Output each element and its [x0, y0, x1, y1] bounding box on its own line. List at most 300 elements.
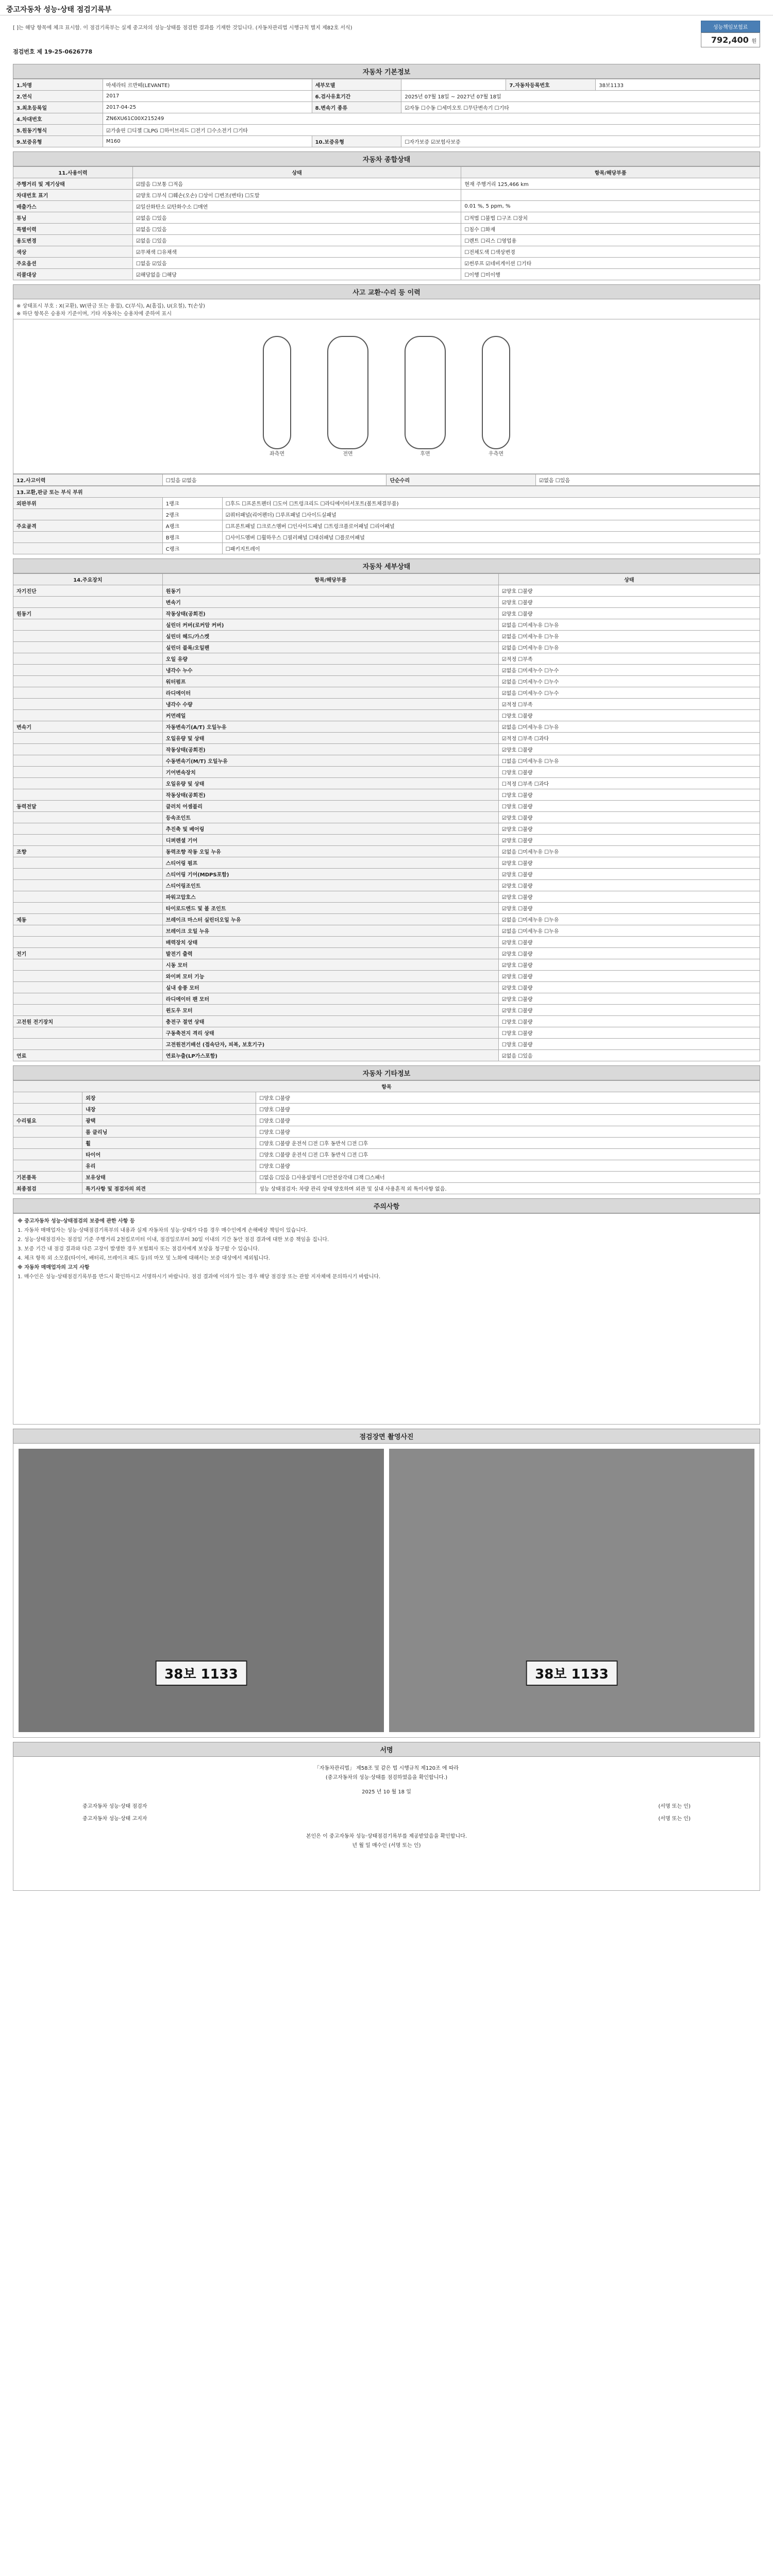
row-device — [13, 619, 163, 631]
row-part: 윈도우 모터 — [162, 1005, 498, 1016]
val: ☑가솔린 ☐디젤 ☐LPG ☐하이브리드 ☐전기 ☐수소전기 ☐기타 — [103, 125, 760, 136]
row-state: ☑양호 ☐부식 ☐훼손(오손) ☐상이 ☐변조(변타) ☐도말 — [132, 190, 461, 201]
row-part: 기어변속장치 — [162, 767, 498, 778]
row-device: 조향 — [13, 846, 163, 857]
row-part: 유리 — [82, 1160, 256, 1172]
rear-photo — [389, 1449, 754, 1732]
table-row — [13, 937, 760, 948]
table-row — [13, 1039, 760, 1050]
car-label: 전면 — [343, 451, 353, 457]
row-state: ☑양호 ☐불량 — [498, 880, 760, 891]
row-part: 보유상태 — [82, 1172, 256, 1183]
row-part: 충전구 절연 상태 — [162, 1016, 498, 1027]
row-note: ☐적법 ☐불법 ☐구조 ☐장치 — [461, 212, 760, 224]
row-state: ☑없음 ☐미세누유 ☐누유 — [498, 631, 760, 642]
row-state: ☑없음 ☐있음 — [132, 235, 461, 246]
row-state: ☑양호 ☐불량 — [498, 903, 760, 914]
row-device — [13, 767, 163, 778]
row-device — [13, 937, 163, 948]
row-state: ☑없음 ☐미세누유 ☐누유 — [498, 925, 760, 937]
col-head: 11.사용이력 — [13, 167, 133, 178]
para: 4. 체크 항목 외 소모품(타이어, 배터리, 브레이크 패드 등)의 마모 및 노화에 대해서는 보증 대상에서 제외됩니다. — [18, 1256, 270, 1261]
row-state: ☑없음 ☐미세누수 ☐누수 — [498, 665, 760, 676]
row-part: 스티어링 펌프 — [162, 857, 498, 869]
table-row — [13, 642, 760, 653]
table-row — [13, 925, 760, 937]
parts: ☐사이드멤버 ☐휠하우스 ☐필러패널 ☐대쉬패널 ☐플로어패널 — [222, 532, 760, 543]
table-row — [13, 914, 760, 925]
row-device — [13, 982, 163, 993]
row-part: 연료누출(LP가스포함) — [162, 1050, 498, 1061]
row-state: ☑적정 ☐부족 ☐과다 — [498, 733, 760, 744]
row-state: ☐양호 ☐불량 — [498, 1016, 760, 1027]
table-row — [13, 778, 760, 789]
row-part: 시동 모터 — [162, 959, 498, 971]
other-table — [13, 1080, 760, 1194]
fee-title: 성능책임보험료 — [701, 21, 760, 32]
row-state: ☑양호 ☐불량 — [498, 891, 760, 903]
lbl: 2.연식 — [13, 91, 103, 102]
section-disclaimer: 주의사항 — [13, 1198, 760, 1213]
table-row — [13, 1160, 760, 1172]
buyer-sign[interactable]: 년 월 일 매수인 (서명 또는 인) — [352, 1843, 421, 1849]
car-label: 후면 — [420, 451, 430, 457]
para: 3. 보증 기간 내 점검 결과와 다른 고장이 발생한 경우 보험회사 또는 점검자에게 보상을 청구할 수 있습니다. — [18, 1246, 260, 1252]
row-part: 브레이크 오일 누유 — [162, 925, 498, 937]
table-row — [13, 812, 760, 823]
row-state: ☑양호 ☐불량 — [498, 959, 760, 971]
row-item: 배출가스 — [13, 201, 133, 212]
col-head: 항목/해당부품 — [162, 574, 498, 585]
row-device — [13, 1138, 82, 1149]
row-device — [13, 857, 163, 869]
row-state: ☐적정 ☐부족 ☐과다 — [498, 778, 760, 789]
sign-text: 「자동차관리법」 제58조 및 같은 법 시행규칙 제120조 에 따라 — [314, 1766, 459, 1771]
val: ZN6XU61C00X215249 — [103, 113, 760, 125]
row-device — [13, 1039, 163, 1050]
sign-label: 중고자동차 성능·상태 고지자 — [82, 1816, 147, 1822]
table-row — [13, 653, 760, 665]
row-state: ☐양호 ☐불량 — [498, 710, 760, 721]
row-device — [13, 778, 163, 789]
grade: 1랭크 — [162, 498, 222, 509]
lbl: 세부모델 — [312, 79, 401, 91]
col-head: 항목 — [13, 1081, 760, 1092]
table-row — [13, 1138, 760, 1149]
plate: 38보 1133 — [155, 1660, 247, 1686]
row-device — [13, 676, 163, 687]
row-part: 구동축전지 격리 상태 — [162, 1027, 498, 1039]
lbl: 7.자동차등록번호 — [506, 79, 596, 91]
row-part: 동력조향 작동 오일 누유 — [162, 846, 498, 857]
row-device — [13, 959, 163, 971]
table-row — [13, 631, 760, 642]
row-state: ☐양호 ☐불량 — [256, 1092, 760, 1104]
para: 1. 매수인은 성능·상태점검기록부를 반드시 확인하시고 서명하시기 바랍니다. 점검 결과에 이의가 있는 경우 해당 점검장 또는 관할 지자체에 문의하시기 바랍니다. — [18, 1274, 381, 1280]
table-row — [13, 1149, 760, 1160]
row-state: ☑양호 ☐불량 — [498, 585, 760, 597]
lbl — [13, 532, 163, 543]
row-device: 연료 — [13, 1050, 163, 1061]
row-device — [13, 710, 163, 721]
sign-label: 중고자동차 성능·상태 점검자 — [82, 1804, 147, 1809]
table-row — [13, 1183, 760, 1194]
row-state: ☐양호 ☐불량 — [498, 801, 760, 812]
section-detail: 자동차 세부상태 — [13, 558, 760, 573]
val: 2025년 07월 18일 ~ 2027년 07월 18일 — [401, 91, 760, 102]
row-state: ☐양호 ☐불량 — [498, 1039, 760, 1050]
table-row — [13, 744, 760, 755]
table-row — [13, 1115, 760, 1126]
row-state: ☑없음 ☐미세누유 ☐누유 — [498, 642, 760, 653]
row-state: ☑적정 ☐부족 — [498, 699, 760, 710]
val: ☐있음 ☑없음 — [162, 474, 386, 486]
lbl — [13, 509, 163, 520]
table-row — [13, 767, 760, 778]
plate: 38보 1133 — [526, 1660, 618, 1686]
row-part: 룸 클리닝 — [82, 1126, 256, 1138]
accident-table — [13, 474, 760, 486]
para: 1. 자동차 매매업자는 성능·상태점검기록부의 내용과 실제 자동차의 성능·상태가 다를 경우 매수인에게 손해배상 책임이 있습니다. — [18, 1228, 308, 1233]
val — [401, 79, 506, 91]
table-row — [13, 1092, 760, 1104]
row-device: 수리필요 — [13, 1115, 82, 1126]
row-state: ☑없음 ☐미세누수 ☐누수 — [498, 687, 760, 699]
row-part: 오일 유량 — [162, 653, 498, 665]
row-device: 최종점검 — [13, 1183, 82, 1194]
row-part: 실린더 블록/오일팬 — [162, 642, 498, 653]
row-device: 제동 — [13, 914, 163, 925]
row-state: ☐양호 ☐불량 — [256, 1115, 760, 1126]
col-head: 상태 — [132, 167, 461, 178]
table-row — [13, 789, 760, 801]
table-row — [13, 687, 760, 699]
para: ※ 자동차 매매업자의 고지 사항 — [18, 1265, 90, 1270]
sign-text: (중고자동차의 성능·상태를 점검하였음을 확인합니다.) — [325, 1775, 448, 1781]
frame-table — [13, 486, 760, 554]
row-device — [13, 891, 163, 903]
section-basic: 자동차 기본정보 — [13, 64, 760, 79]
row-part: 휠 — [82, 1138, 256, 1149]
row-part: 변속기 — [162, 597, 498, 608]
car-rear — [405, 336, 446, 449]
table-row — [13, 1172, 760, 1183]
row-state: ☑없음 ☐있음 — [132, 224, 461, 235]
row-state: ☑양호 ☐불량 — [498, 744, 760, 755]
table-row — [13, 699, 760, 710]
row-device — [13, 812, 163, 823]
table-row — [13, 801, 760, 812]
notice-text: [ ]는 해당 항목에 체크 표시함. 이 점검기록부는 실제 중고차의 성능·상태를 점검한 결과를 기재한 것입니다. (자동차관리법 시행규칙 별지 제82호 서식) — [13, 25, 352, 31]
val: ☑자동 ☐수동 ☐세미오토 ☐무단변속기 ☐기타 — [401, 102, 760, 113]
row-state: ☑없음 ☐미세누유 ☐누유 — [498, 846, 760, 857]
row-part: 워터펌프 — [162, 676, 498, 687]
row-device — [13, 631, 163, 642]
row-device: 자기진단 — [13, 585, 163, 597]
row-state: ☑없음 ☐있음 — [132, 212, 461, 224]
diagram-legend-2: ※ 하단 항목은 승용차 기준이며, 기타 자동차는 승용차에 준하여 표시 — [16, 311, 172, 317]
row-state: ☑양호 ☐불량 — [498, 597, 760, 608]
lbl: 9.보증유형 — [13, 136, 103, 147]
row-state: 성능 상태점검자: 차량 관리 상태 양호하며 외관 및 실내 사용흔적 외 특이사항 없음. — [256, 1183, 760, 1194]
row-state: ☑양호 ☐불량 — [498, 993, 760, 1005]
overall-table — [13, 166, 760, 280]
row-part: 스티어링조인트 — [162, 880, 498, 891]
lbl: 10.보증유형 — [312, 136, 401, 147]
table-row — [13, 835, 760, 846]
section-overall: 자동차 종합상태 — [13, 151, 760, 166]
table-row — [13, 710, 760, 721]
row-device: 고전원 전기장치 — [13, 1016, 163, 1027]
table-row — [13, 733, 760, 744]
car-label: 좌측면 — [270, 451, 284, 457]
row-device — [13, 665, 163, 676]
row-part: 원동기 — [162, 585, 498, 597]
row-device — [13, 1027, 163, 1039]
row-device — [13, 733, 163, 744]
row-note: ☐렌트 ☐리스 ☐영업용 — [461, 235, 760, 246]
row-part: 작동상태(공회전) — [162, 608, 498, 619]
row-item: 튜닝 — [13, 212, 133, 224]
row-device — [13, 880, 163, 891]
table-row — [13, 971, 760, 982]
row-note: ☐전체도색 ☐색상변경 — [461, 246, 760, 258]
sign-field[interactable]: (서명 또는 인) — [658, 1804, 691, 1809]
val: ☐자가보증 ☑보험사보증 — [401, 136, 760, 147]
row-part: 실린더 헤드/가스켓 — [162, 631, 498, 642]
sign-date: 2025 년 10 월 18 일 — [362, 1789, 411, 1795]
row-state: ☐양호 ☐불량 — [256, 1160, 760, 1172]
row-device — [13, 597, 163, 608]
table-row — [13, 721, 760, 733]
row-item: 색상 — [13, 246, 133, 258]
sign-text: 본인은 이 중고자동차 성능·상태점검기록부를 제공받았음을 확인합니다. — [306, 1834, 467, 1839]
val: ☑없음 ☐있음 — [536, 474, 760, 486]
row-state: ☑무채색 ☐유채색 — [132, 246, 461, 258]
row-state: ☐양호 ☐불량 운전석 ☐전 ☐후 동반석 ☐전 ☐후 — [256, 1138, 760, 1149]
table-row — [13, 676, 760, 687]
row-note: ☑썬루프 ☑네비게이션 ☐기타 — [461, 258, 760, 269]
row-state: ☐양호 ☐불량 운전석 ☐전 ☐후 동반석 ☐전 ☐후 — [256, 1149, 760, 1160]
row-device — [13, 869, 163, 880]
fee-amount: 792,400 원 — [701, 32, 760, 47]
row-state: ☐양호 ☐불량 — [256, 1104, 760, 1115]
row-part: 자동변속기(A/T) 오일누유 — [162, 721, 498, 733]
row-note: 현재 주행거리 125,466 km — [461, 178, 760, 190]
row-device — [13, 1104, 82, 1115]
car-right-side — [482, 336, 510, 449]
row-device — [13, 1092, 82, 1104]
car-diagram — [13, 319, 760, 474]
row-state: ☑없음 ☐있음 — [498, 1050, 760, 1061]
row-part: 발전기 출력 — [162, 948, 498, 959]
row-device — [13, 903, 163, 914]
row-part: 라디에이터 — [162, 687, 498, 699]
parts: ☐패키지트레이 — [222, 543, 760, 554]
parts: ☑쿼터패널(리어펜더) ☐루프패널 ☐사이드실패널 — [222, 509, 760, 520]
car-label: 우측면 — [489, 451, 503, 457]
section-diagram: 사고 교환·수리 등 이력 — [13, 284, 760, 299]
row-part: 와이퍼 모터 기능 — [162, 971, 498, 982]
row-device: 변속기 — [13, 721, 163, 733]
lbl: 외판부위 — [13, 498, 163, 509]
row-device — [13, 835, 163, 846]
sign-block — [13, 1757, 760, 1891]
table-row — [13, 1104, 760, 1115]
row-state: ☑양호 ☐불량 — [498, 937, 760, 948]
car-front — [327, 336, 368, 449]
row-device — [13, 1005, 163, 1016]
table-row — [13, 1005, 760, 1016]
row-device — [13, 653, 163, 665]
row-item: 차대번호 표기 — [13, 190, 133, 201]
table-row — [13, 880, 760, 891]
row-state: ☑양호 ☐불량 — [498, 857, 760, 869]
row-device — [13, 687, 163, 699]
lbl: 6.검사유효기간 — [312, 91, 401, 102]
row-device — [13, 823, 163, 835]
row-part: 타이어 — [82, 1149, 256, 1160]
val: M160 — [103, 136, 312, 147]
row-part: 냉각수 수량 — [162, 699, 498, 710]
col-head: 항목/해당부품 — [461, 167, 760, 178]
table-row — [13, 665, 760, 676]
row-item: 용도변경 — [13, 235, 133, 246]
row-state: ☑양호 ☐불량 — [498, 948, 760, 959]
row-part: 추진축 및 베어링 — [162, 823, 498, 835]
grade: C랭크 — [162, 543, 222, 554]
row-state: ☑없음 ☐미세누유 ☐누유 — [498, 914, 760, 925]
table-row — [13, 903, 760, 914]
lbl: 3.최초등록일 — [13, 102, 103, 113]
table-row — [13, 755, 760, 767]
grade: 2랭크 — [162, 509, 222, 520]
lbl: 4.차대번호 — [13, 113, 103, 125]
table-row — [13, 585, 760, 597]
val: 2017-04-25 — [103, 102, 312, 113]
section-other: 자동차 기타정보 — [13, 1065, 760, 1080]
row-part: 작동상태(공회전) — [162, 789, 498, 801]
grade: A랭크 — [162, 520, 222, 532]
fee-box — [701, 21, 760, 47]
front-photo — [19, 1449, 384, 1732]
col-head: 상태 — [498, 574, 760, 585]
row-state: ☑많음 ☐보통 ☐적음 — [132, 178, 461, 190]
row-part: 클러치 어셈블리 — [162, 801, 498, 812]
row-part: 커먼레일 — [162, 710, 498, 721]
table-row — [13, 869, 760, 880]
row-state: ☑양호 ☐불량 — [498, 1005, 760, 1016]
lbl: 8.변속기 종류 — [312, 102, 401, 113]
row-part: 파워고압호스 — [162, 891, 498, 903]
table-row — [13, 608, 760, 619]
lbl: 단순수리 — [386, 474, 536, 486]
row-part: 고전원전기배선 (접속단자, 피복, 보호기구) — [162, 1039, 498, 1050]
section-sign: 서명 — [13, 1742, 760, 1757]
row-state: ☐양호 ☐불량 — [498, 767, 760, 778]
row-state: ☐양호 ☐불량 — [498, 1027, 760, 1039]
row-device: 원동기 — [13, 608, 163, 619]
row-state: ☑양호 ☐불량 — [498, 982, 760, 993]
row-note: ☐이행 ☐미이행 — [461, 269, 760, 280]
lbl — [13, 543, 163, 554]
parts: ☐후드 ☐프론트펜더 ☐도어 ☐트렁크리드 ☐라디에이터서포트(볼트체결부품) — [222, 498, 760, 509]
row-part: 스티어링 기어(MDPS포함) — [162, 869, 498, 880]
sign-field[interactable]: (서명 또는 인) — [658, 1816, 691, 1822]
row-part: 작동상태(공회전) — [162, 744, 498, 755]
row-part: 오일유량 및 상태 — [162, 778, 498, 789]
lbl: 주요골격 — [13, 520, 163, 532]
disclaimer-box — [13, 1213, 760, 1425]
row-device — [13, 1126, 82, 1138]
row-device — [13, 925, 163, 937]
row-note — [461, 190, 760, 201]
row-device — [13, 755, 163, 767]
row-state: ☑없음 ☐미세누수 ☐누수 — [498, 676, 760, 687]
lbl: 12.사고이력 — [13, 474, 163, 486]
table-row — [13, 1050, 760, 1061]
parts: ☐프론트패널 ☐크로스멤버 ☐인사이드패널 ☐트렁크플로어패널 ☐리어패널 — [222, 520, 760, 532]
row-part: 타이로드엔드 및 볼 조인트 — [162, 903, 498, 914]
lbl: 1.차명 — [13, 79, 103, 91]
row-state: ☑해당없음 ☐해당 — [132, 269, 461, 280]
row-device: 전기 — [13, 948, 163, 959]
row-part: 오일유량 및 상태 — [162, 733, 498, 744]
row-state: ☑양호 ☐불량 — [498, 835, 760, 846]
col-head: 14.주요장치 — [13, 574, 163, 585]
row-device — [13, 744, 163, 755]
table-row — [13, 959, 760, 971]
row-device — [13, 642, 163, 653]
row-state: ☑양호 ☐불량 — [498, 869, 760, 880]
row-item: 주요옵션 — [13, 258, 133, 269]
para: 2. 성능·상태점검자는 점검일 기준 주행거리 2천킬로미터 이내, 점검일로부터 30일 이내의 기간 동안 점검 결과에 대한 보증 책임을 집니다. — [18, 1237, 329, 1243]
para: ※ 중고자동차 성능·상태점검의 보증에 관한 사항 등 — [18, 1218, 135, 1224]
basic-table — [13, 79, 760, 147]
table-row — [13, 846, 760, 857]
table-row — [13, 982, 760, 993]
row-device — [13, 699, 163, 710]
row-note: ☐침수 ☐화재 — [461, 224, 760, 235]
row-item: 특별이력 — [13, 224, 133, 235]
row-part: 브레이크 마스터 실린더오일 누유 — [162, 914, 498, 925]
table-row — [13, 993, 760, 1005]
val: 38보1133 — [596, 79, 760, 91]
row-part: 특기사항 및 점검자의 의견 — [82, 1183, 256, 1194]
row-part: 배력장치 상태 — [162, 937, 498, 948]
row-state: ☐양호 ☐불량 — [498, 789, 760, 801]
grade: B랭크 — [162, 532, 222, 543]
row-part: 라디에이터 팬 모터 — [162, 993, 498, 1005]
row-item: 리콜대상 — [13, 269, 133, 280]
row-state: ☐양호 ☐불량 — [256, 1126, 760, 1138]
row-part: 실린더 커버(로커암 커버) — [162, 619, 498, 631]
row-state: ☑양호 ☐불량 — [498, 812, 760, 823]
row-state: ☑일산화탄소 ☑탄화수소 ☐매연 — [132, 201, 461, 212]
row-device: 동력전달 — [13, 801, 163, 812]
table-row — [13, 1027, 760, 1039]
inspection-photos — [13, 1444, 760, 1738]
frame-title: 13.교환,판금 또는 부식 부위 — [13, 486, 760, 498]
table-row — [13, 1016, 760, 1027]
val: 2017 — [103, 91, 312, 102]
row-device — [13, 789, 163, 801]
diagram-legend: ※ 상태표시 부호 : X(교환), W(판금 또는 용접), C(부식), A(흠집), U(요철), T(손상) — [16, 303, 205, 309]
row-state: ☑없음 ☐미세누유 ☐누유 — [498, 721, 760, 733]
row-item: 주행거리 및 계기상태 — [13, 178, 133, 190]
row-device — [13, 993, 163, 1005]
row-state: ☑적정 ☐부족 — [498, 653, 760, 665]
